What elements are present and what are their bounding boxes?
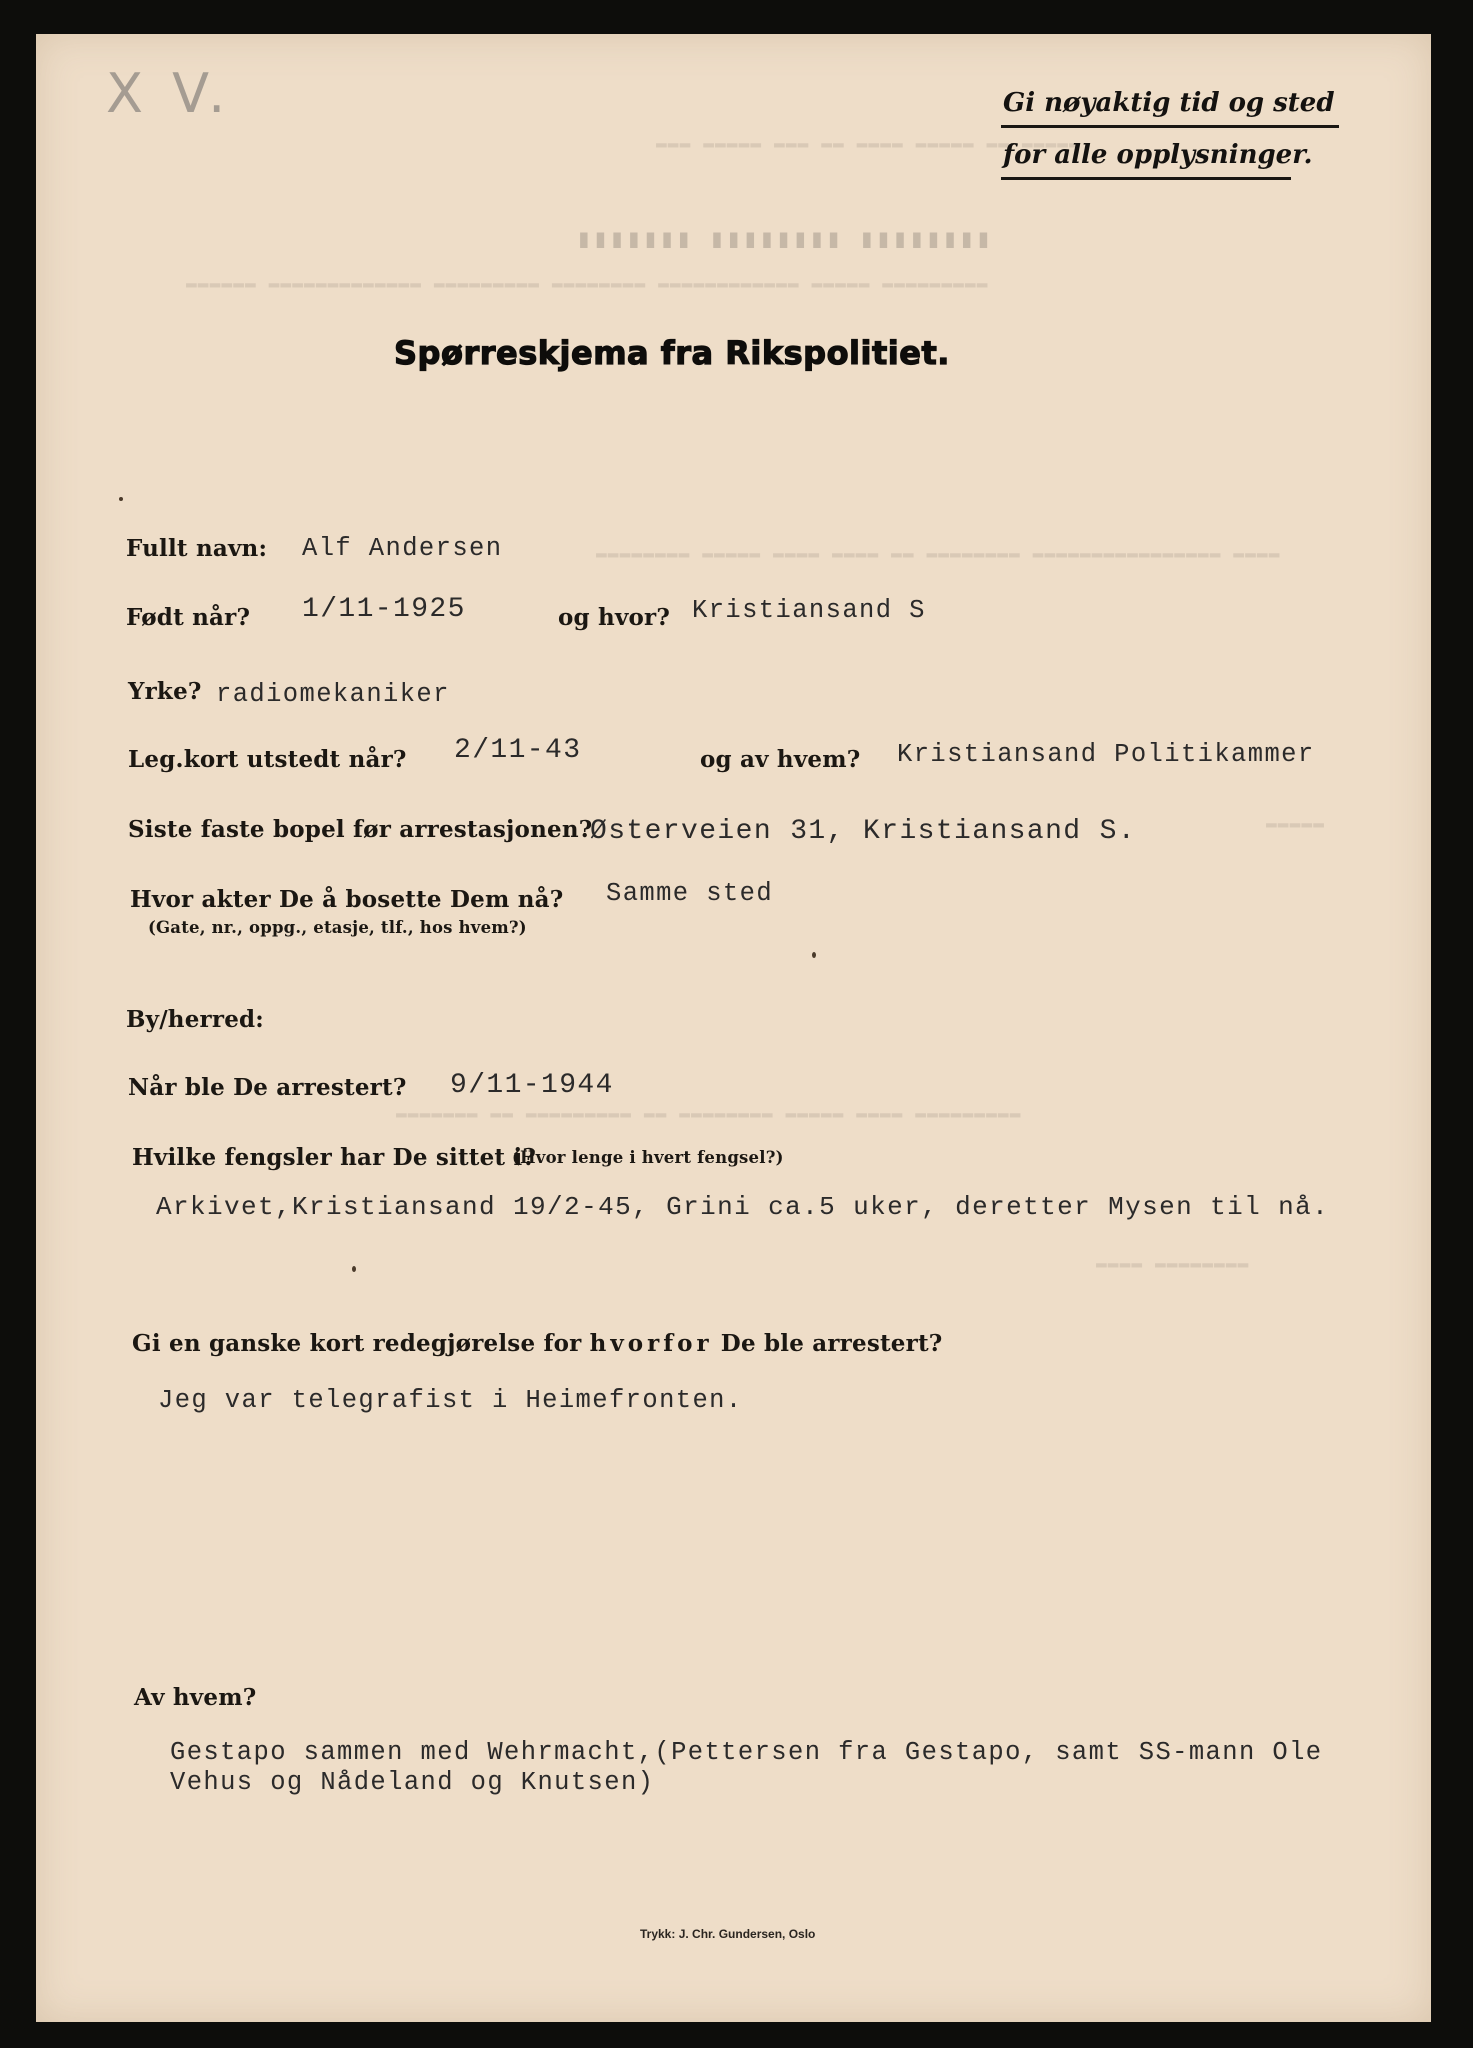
bleed-through-text: ▬▬▬▬▬▬▬▬ ▬▬▬▬▬ ▬▬▬▬ ▬▬▬▬ ▬▬ ▬▬▬▬▬▬▬▬ ▬▬▬▬▬▬▬▬▬▬▬▬▬▬▬▬ ▬▬▬▬	[596, 544, 1281, 564]
id-issued-when-label: Leg.kort utstedt når?	[128, 746, 407, 773]
ink-speck	[119, 497, 123, 501]
arrested-when-label: Når ble De arrestert?	[128, 1074, 407, 1101]
reason-label-end: De ble arrestert?	[720, 1330, 943, 1357]
reason-label-emphasis: hvorfor	[589, 1330, 713, 1357]
bleed-through-text: ▬▬▬▬▬▬ ▬▬▬▬▬▬▬▬▬▬▬▬▬ ▬▬▬▬▬▬▬▬▬ ▬▬▬▬▬▬▬▬ ▬▬▬▬▬▬▬▬▬▬▬▬ ▬▬▬▬▬ ▬▬▬▬▬▬▬▬▬	[186, 274, 989, 294]
settle-now-label: Hvor akter De å bosette Dem nå?	[130, 886, 564, 913]
prisons-label: Hvilke fengsler har De sittet i?	[132, 1144, 537, 1171]
bleed-through-text: ▬▬▬▬▬	[1266, 814, 1326, 834]
born-where-value: Kristiansand S	[692, 596, 926, 625]
last-residence-value: Østerveien 31, Kristiansand S.	[590, 816, 1137, 847]
id-issued-when-value: 2/11-43	[454, 735, 582, 766]
born-where-label: og hvor?	[558, 604, 671, 631]
full-name-value: Alf Andersen	[302, 534, 503, 563]
last-residence-label: Siste faste bopel før arrestasjonen?	[128, 816, 593, 843]
arrested-when-value: 9/11-1944	[450, 1070, 614, 1101]
bleed-through-text: ▬▬▬ ▬▬▬▬▬ ▬▬▬ ▬▬ ▬▬▬▬ ▬▬▬▬▬ ▬▬ ▬▬▬▬▬	[656, 134, 1081, 154]
id-issued-by-value: Kristiansand Politikammer	[897, 740, 1315, 769]
ink-speck	[812, 952, 816, 958]
prisons-value: Arkivet,Kristiansand 19/2-45, Grini ca.5 uker, deretter Mysen til nå.	[156, 1192, 1330, 1222]
by-whom-value-line-2: Vehus og Nådeland og Knutsen)	[170, 1768, 655, 1797]
instruction-underline-2	[1001, 177, 1291, 180]
settle-now-value: Samme sted	[606, 879, 774, 908]
instruction-underline-1	[1001, 125, 1339, 128]
ink-speck	[352, 1266, 356, 1272]
form-sheet	[36, 34, 1431, 2022]
occupation-value: radiomekaniker	[216, 680, 450, 709]
occupation-label: Yrke?	[128, 678, 202, 705]
bleed-through-text: ▬▬▬▬▬▬▬ ▬▬ ▬▬▬▬▬▬▬▬▬ ▬▬ ▬▬▬▬▬▬▬▬ ▬▬▬▬▬ ▬▬▬▬ ▬▬▬▬▬▬▬▬▬	[396, 1104, 1022, 1124]
reason-value: Jeg var telegrafist i Heimefronten.	[158, 1386, 743, 1415]
prisons-note: (Hvor lenge i hvert fengsel?)	[512, 1148, 784, 1167]
printer-footer: Trykk: J. Chr. Gundersen, Oslo	[640, 1927, 816, 1941]
instruction-line-1: Gi nøyaktig tid og sted	[1003, 88, 1335, 118]
reason-label	[132, 1330, 942, 1357]
by-whom-label: Av hvem?	[134, 1684, 257, 1711]
instruction-line-2: for alle opplysninger.	[1003, 140, 1313, 170]
reason-label-start: Gi en ganske kort redegjørelse for	[132, 1330, 582, 1357]
margin-mark: X V.	[106, 62, 232, 125]
bleed-through-heading: ▮▮▮▮▮▮▮ ▮▮▮▮▮▮▮▮ ▮▮▮▮▮▮▮▮	[576, 225, 993, 255]
full-name-label: Fullt navn:	[126, 535, 268, 562]
form-title: Spørreskjema fra Rikspolitiet.	[394, 334, 950, 372]
town-label: By/herred:	[126, 1006, 265, 1033]
bleed-through-text: ▬▬▬▬ ▬▬▬▬▬▬▬▬	[1096, 1254, 1250, 1274]
born-when-label: Født når?	[126, 604, 251, 631]
born-when-value: 1/11-1925	[302, 594, 466, 625]
id-issued-by-label: og av hvem?	[700, 746, 861, 773]
settle-now-note: (Gate, nr., oppg., etasje, tlf., hos hvem?)	[148, 918, 527, 937]
by-whom-value-line-1: Gestapo sammen med Wehrmacht,(Pettersen fra Gestapo, samt SS-mann Ole	[170, 1738, 1323, 1767]
